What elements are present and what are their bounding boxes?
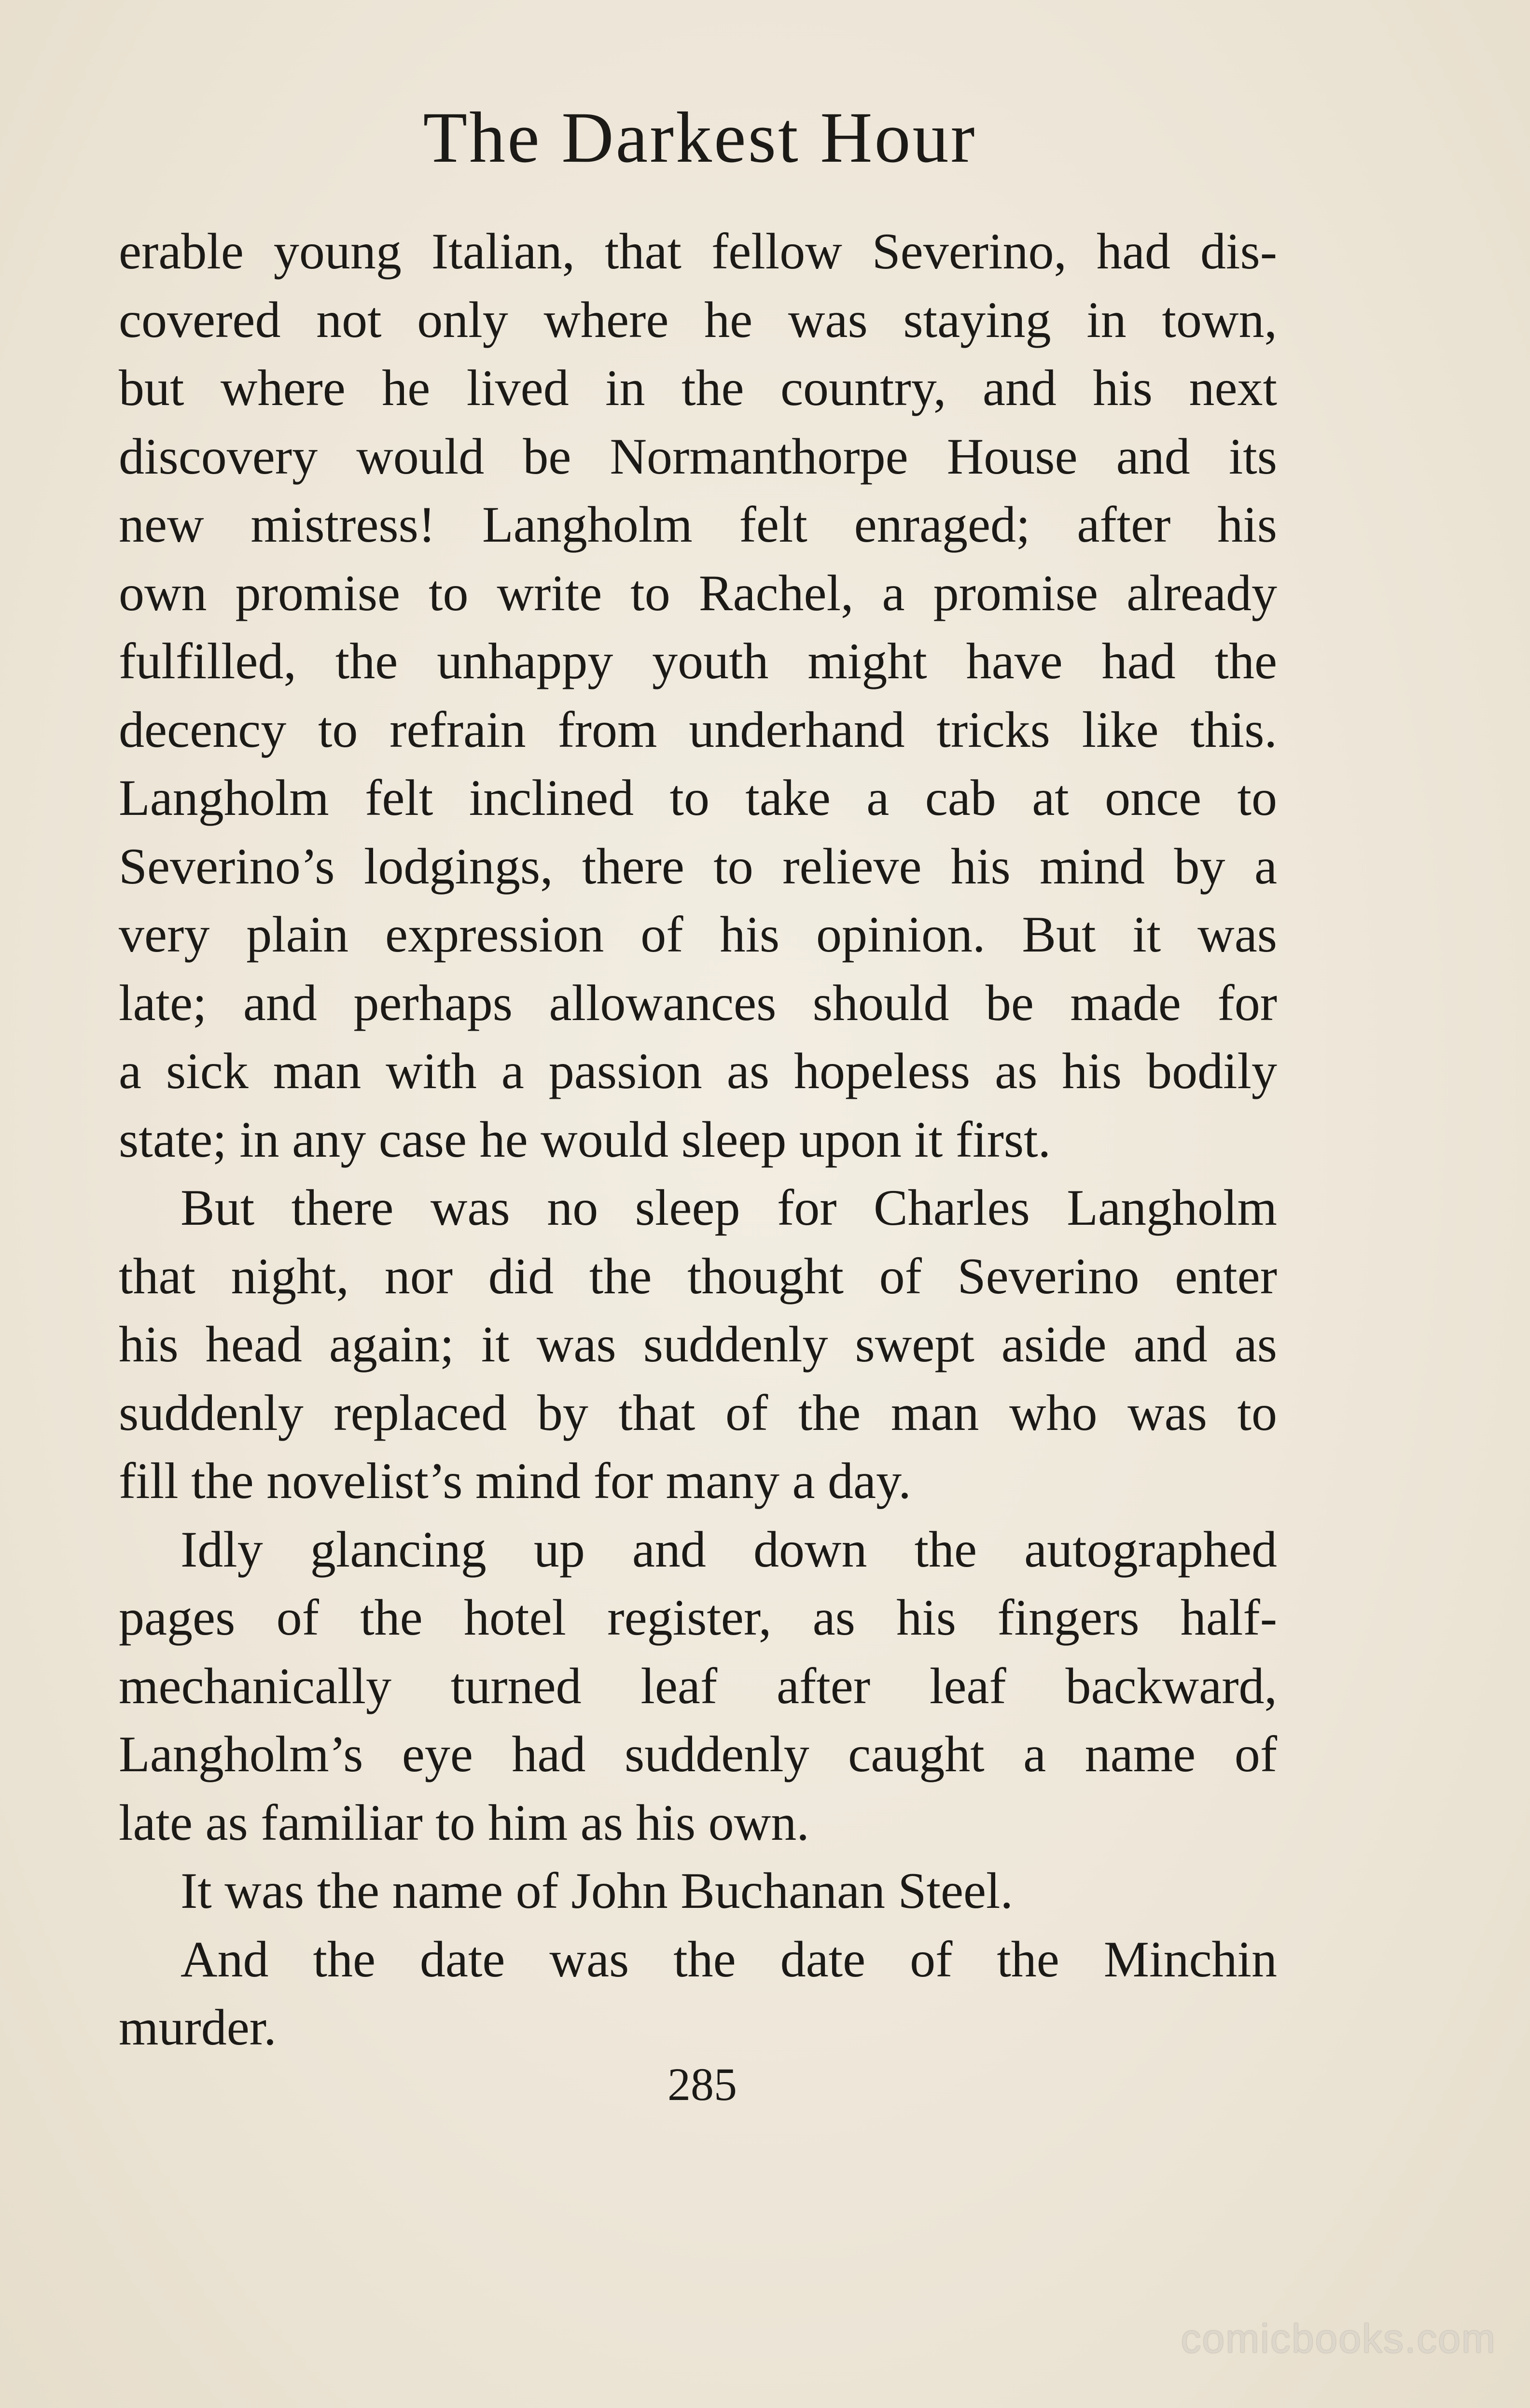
body-text [119,217,1277,2062]
text-line: a sick man with a passion as hopeless as his bodily [119,1043,1277,1099]
text-line: It was the name of John Buchanan Steel. [181,1862,1013,1919]
text-line: erable young Italian, that fellow Severino, had dis- [119,223,1277,280]
text-line: own promise to write to Rachel, a promise already [119,564,1277,621]
text-line: pages of the hotel register, as his fingers half- [119,1589,1277,1646]
text-line: murder. [119,1999,277,2056]
text-line: decency to refrain from underhand tricks like this. [119,701,1277,758]
text-line: And the date was the date of the Minchin [181,1931,1277,1988]
text-line: fulfilled, the unhappy youth might have had the [119,633,1277,689]
text-line: But there was no sleep for Charles Langholm [181,1179,1277,1236]
page-number: 285 [668,2058,737,2110]
text-line: suddenly replaced by that of the man who was to [119,1384,1277,1441]
text-line: his head again; it was suddenly swept aside and as [119,1316,1277,1372]
text-line: new mistress! Langholm felt enraged; after his [119,496,1277,553]
text-line: fill the novelist’s mind for many a day. [119,1453,911,1509]
text-line: very plain expression of his opinion. But it was [119,906,1277,963]
text-line: Langholm felt inclined to take a cab at once to [119,770,1277,826]
watermark: comicbooks.com [1181,2316,1496,2361]
text-line: that night, nor did the thought of Severino enter [119,1247,1277,1304]
running-head: The Darkest Hour [423,98,977,178]
text-line: mechanically turned leaf after leaf backward, [119,1657,1277,1714]
text-line: covered not only where he was staying in town, [119,291,1277,348]
text-line: Langholm’s eye had suddenly caught a name of [119,1726,1277,1782]
text-line: Idly glancing up and down the autographed [181,1521,1277,1578]
text-line: late as familiar to him as his own. [119,1794,809,1851]
text-line: state; in any case he would sleep upon it first. [119,1111,1051,1168]
text-line: late; and perhaps allowances should be made for [119,974,1277,1031]
text-line: discovery would be Normanthorpe House and its [119,428,1277,485]
text-line: Severino’s lodgings, there to relieve his mind by a [119,838,1277,895]
text-line: but where he lived in the country, and his next [119,360,1277,416]
